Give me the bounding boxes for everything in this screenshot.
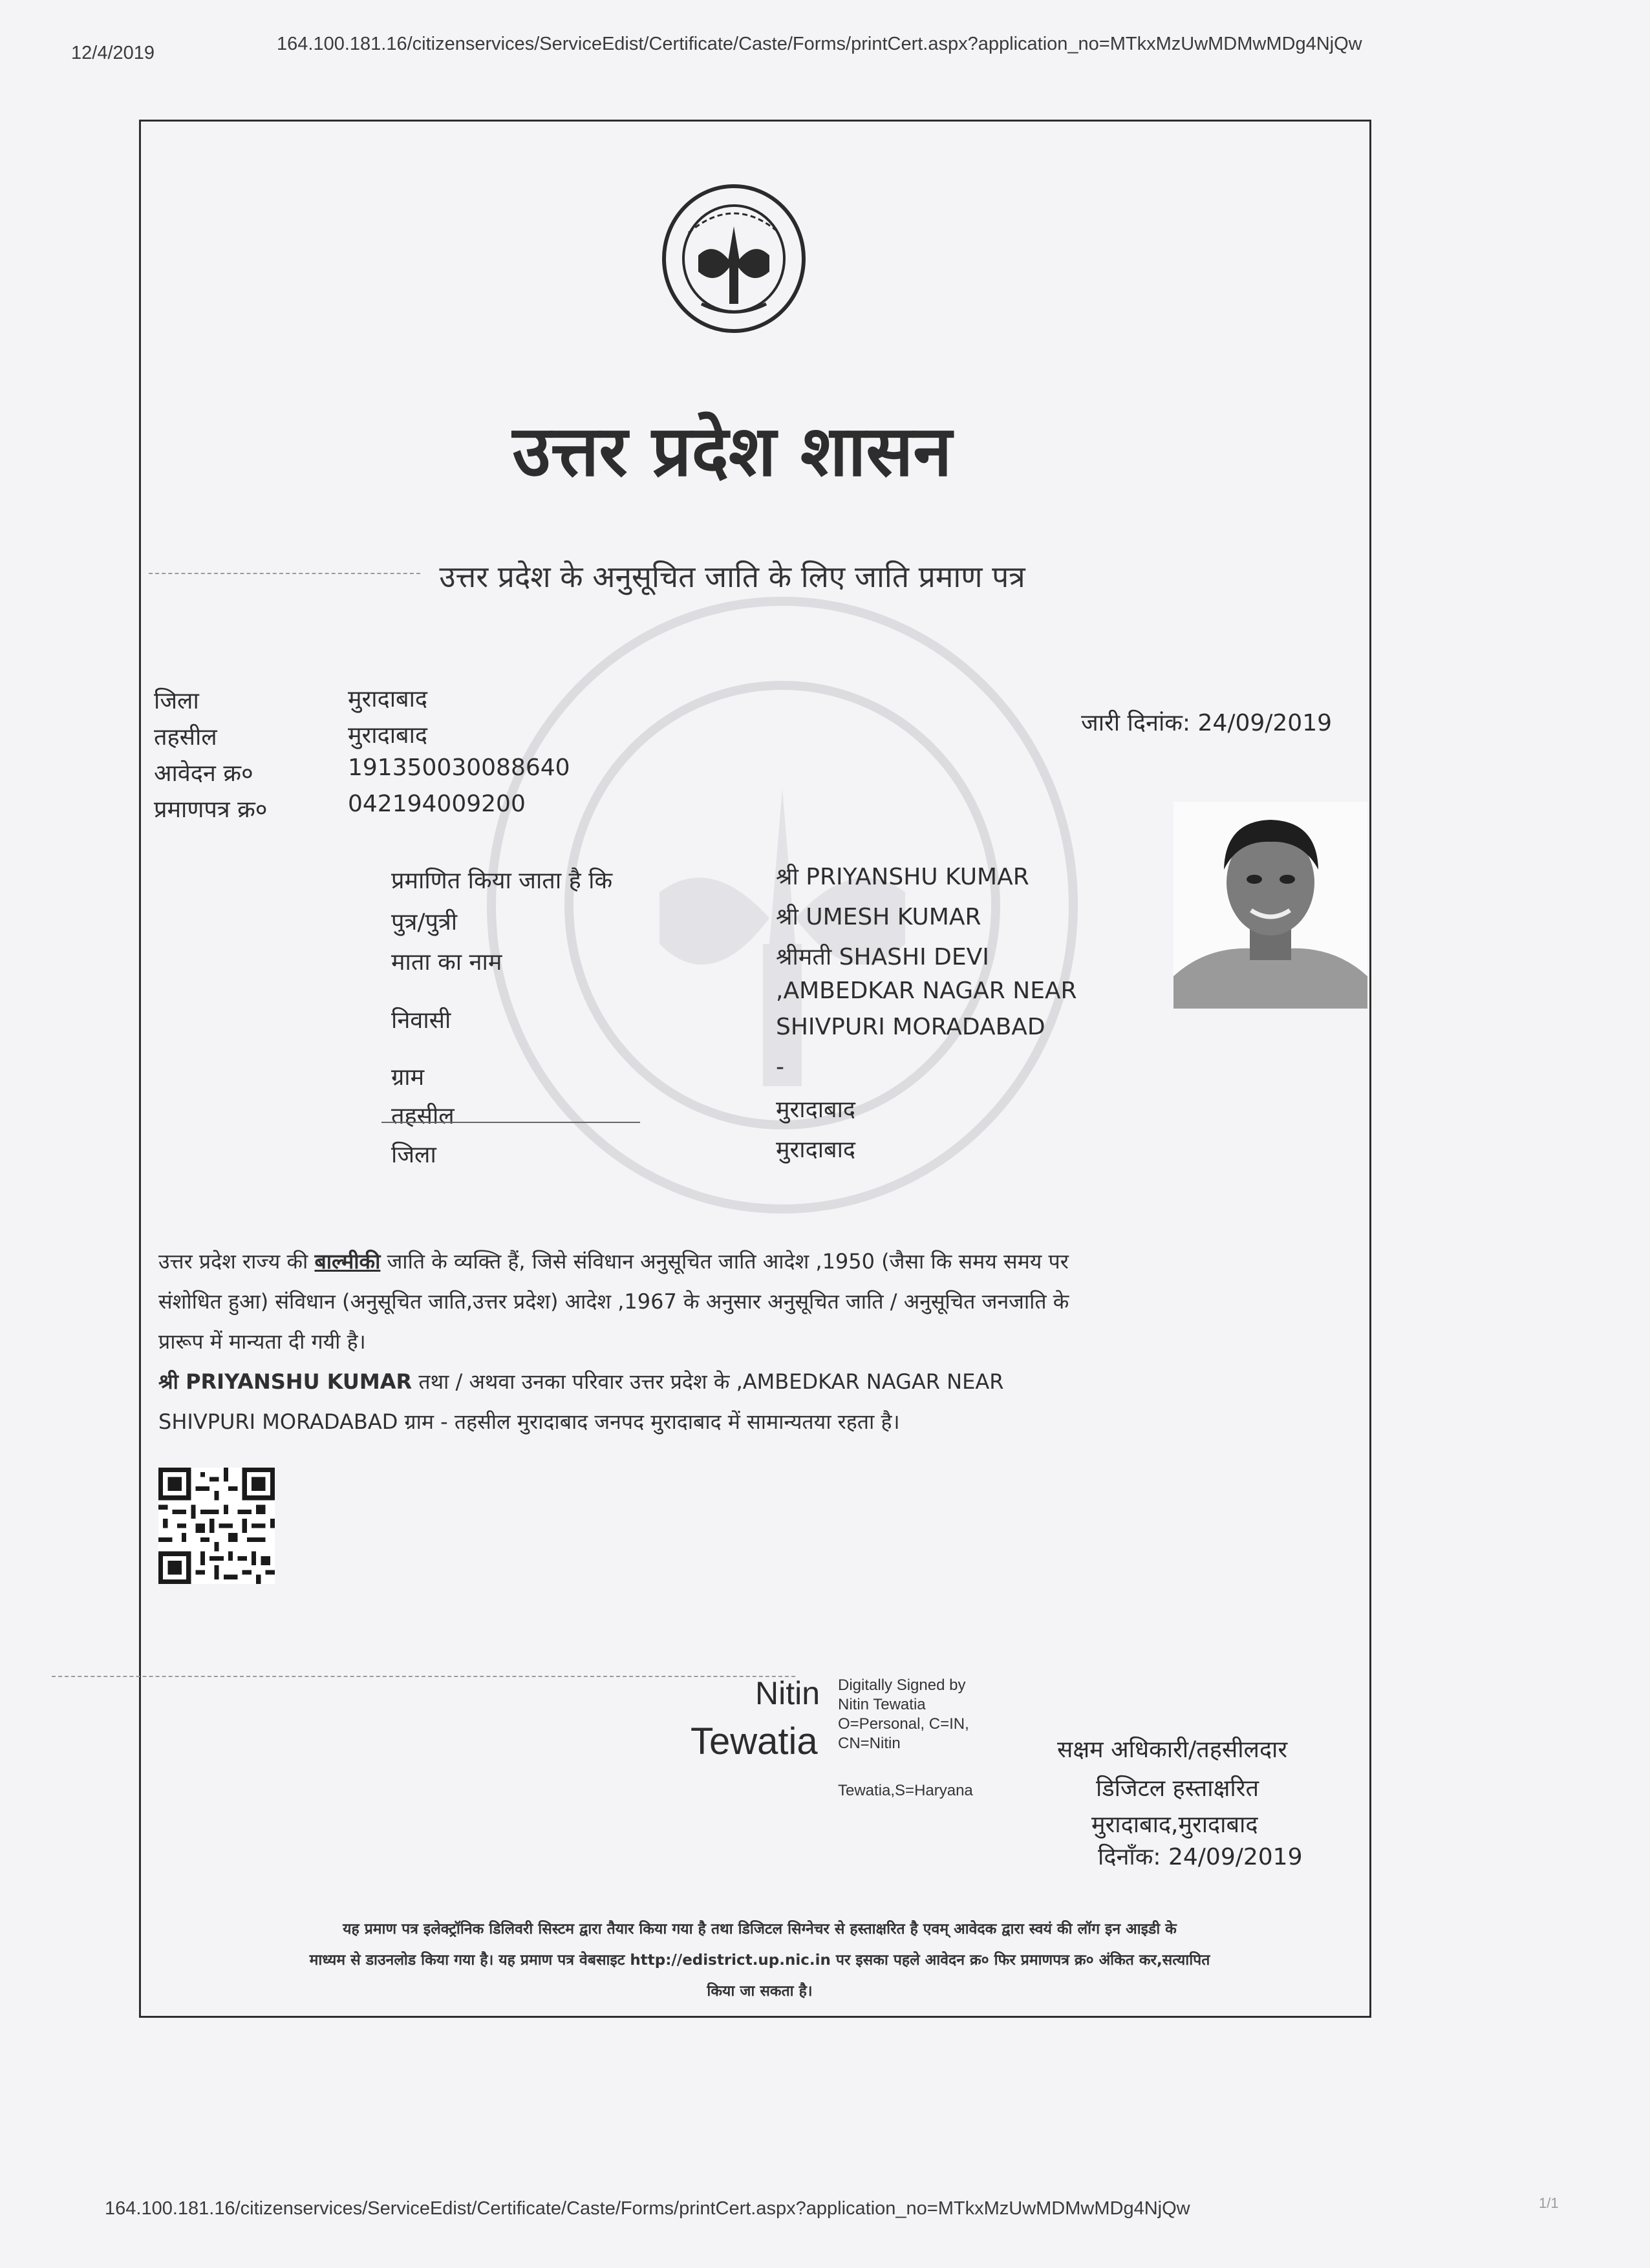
detail-value-district: मुरादाबाद [776,1137,856,1163]
caste-name: बाल्मीकी [314,1249,381,1274]
print-url-footer: 164.100.181.16/citizenservices/ServiceEdist/Certificate/Caste/Forms/printCert.aspx?application_no=MTkxMzUwMDMwMDg4NjQw [105,2198,1190,2219]
detail-label-district: जिला [391,1142,436,1168]
detail-label-son-daughter: पुत्र/पुत्री [391,909,458,936]
detail-label-resident: निवासी [391,1007,451,1034]
applicant-photo [1173,802,1367,1009]
detail-label-mother: माता का नाम [391,949,502,976]
authority-designation: सक्षम अधिकारी/तहसीलदार [1057,1737,1288,1763]
detail-label-tehsil: तहसील [391,1103,455,1129]
issue-date [1081,706,1332,738]
issue-date-value: 24/09/2019 [1197,710,1333,736]
issue-date-label: जारी दिनांक: [1081,710,1191,736]
qr-code-icon [158,1468,275,1584]
print-page-number: 1/1 [1539,2195,1559,2211]
para1-line3: प्रारूप में मान्यता दी गयी है। [158,1329,366,1354]
detail-value-tehsil: मुरादाबाद [776,1097,856,1123]
detail-value-address-line2: SHIVPURI MORADABAD [776,1014,1045,1040]
para2-applicant-name: श्री PRIYANSHU KUMAR [158,1369,412,1394]
sig-line1: Digitally Signed by [838,1676,966,1694]
detail-value-village: - [776,1054,784,1080]
meta-label-application-no: आवेदन क्र० [154,760,253,787]
meta-label-certificate-no: प्रमाणपत्र क्र० [154,797,268,823]
meta-label-tehsil: तहसील [154,724,217,751]
sig-line4: CN=Nitin [838,1735,901,1752]
detail-value-name: श्री PRIYANSHU KUMAR [776,864,1029,890]
sig-line5: Tewatia,S=Haryana [838,1782,973,1799]
caste-declaration-paragraph [158,1241,1361,1442]
detail-label-village: ग्राम [391,1064,425,1091]
para1-text-a: उत्तर प्रदेश राज्य की [158,1249,315,1274]
detail-label-certified: प्रमाणित किया जाता है कि [391,868,613,894]
authority-date [1098,1840,1302,1872]
certificate-title: उत्तर प्रदेश शासन [512,411,952,492]
meta-value-certificate-no: 042194009200 [348,791,526,817]
detail-value-address-line1: ,AMBEDKAR NAGAR NEAR [776,978,1077,1004]
authority-location: मुरादाबाद,मुरादाबाद [1091,1812,1258,1838]
signer-last-name: Tewatia [691,1720,818,1762]
meta-value-district: मुरादाबाद [348,686,428,712]
certificate-footer-note [158,1914,1361,2007]
para1-line2: संशोधित हुआ) संविधान (अनुसूचित जाति,उत्तर प्रदेश) आदेश ,1967 के अनुसार अनुसूचित जाति / अनुसूचित जनजाति के [158,1289,1069,1314]
person-photo-icon [1173,802,1367,1009]
footer-note-line3: किया जा सकता है। [707,1983,813,2000]
sig-line2: Nitin Tewatia [838,1696,926,1713]
footer-note-line1: यह प्रमाण पत्र इलेक्ट्रॉनिक डिलिवरी सिस्टम द्वारा तैयार किया गया है तथा डिजिटल सिग्नेचर से हस्ताक्षरित है एवम् आवेदक द्वारा स्वयं की लॉग इन आइडी के [343,1921,1177,1938]
authority-date-value: 24/09/2019 [1168,1844,1303,1870]
dashed-rule-bottom [52,1676,795,1677]
meta-value-tehsil: मुरादाबाद [348,722,428,749]
para1-text-b: जाति के व्यक्ति हैं, जिसे संविधान अनुसूचित जाति आदेश ,1950 (जैसा कि समय समय पर [380,1249,1069,1274]
up-government-seal-icon [659,181,808,336]
sig-line3: O=Personal, C=IN, [838,1715,969,1733]
meta-value-application-no: 191350030088640 [348,754,570,781]
row-rule [381,1122,640,1123]
detail-value-mother: श्रीमती SHASHI DEVI [776,944,989,970]
print-url-header: 164.100.181.16/citizenservices/ServiceEdist/Certificate/Caste/Forms/printCert.aspx?application_no=MTkxMzUwMDMwMDg4NjQw [277,34,1362,54]
meta-label-district: जिला [154,688,199,714]
para2-line2: SHIVPURI MORADABAD ग्राम - तहसील मुरादाबाद जनपद मुरादाबाद में सामान्यतया रहता है। [158,1409,900,1434]
authority-digital-signed: डिजिटल हस्ताक्षरित [1096,1775,1259,1802]
digital-signature-details [838,1676,969,1753]
para2-text-a: तथा / अथवा उनका परिवार उत्तर प्रदेश के ,AMBEDKAR NAGAR NEAR [412,1369,1004,1394]
detail-value-father: श्री UMESH KUMAR [776,904,981,930]
print-date: 12/4/2019 [71,43,155,63]
footer-note-line2: माध्यम से डाउनलोड किया गया है। यह प्रमाण पत्र वेबसाइट http://edistrict.up.nic.in पर इसका पहले आवेदन क्र० फिर प्रमाणपत्र क्र० अंकित कर,सत्यापित [309,1952,1210,1969]
certificate-subtitle: उत्तर प्रदेश के अनुसूचित जाति के लिए जाति प्रमाण पत्र [439,559,1025,594]
authority-date-label: दिनाँक: [1098,1844,1161,1870]
signer-first-name: Nitin [755,1675,820,1711]
